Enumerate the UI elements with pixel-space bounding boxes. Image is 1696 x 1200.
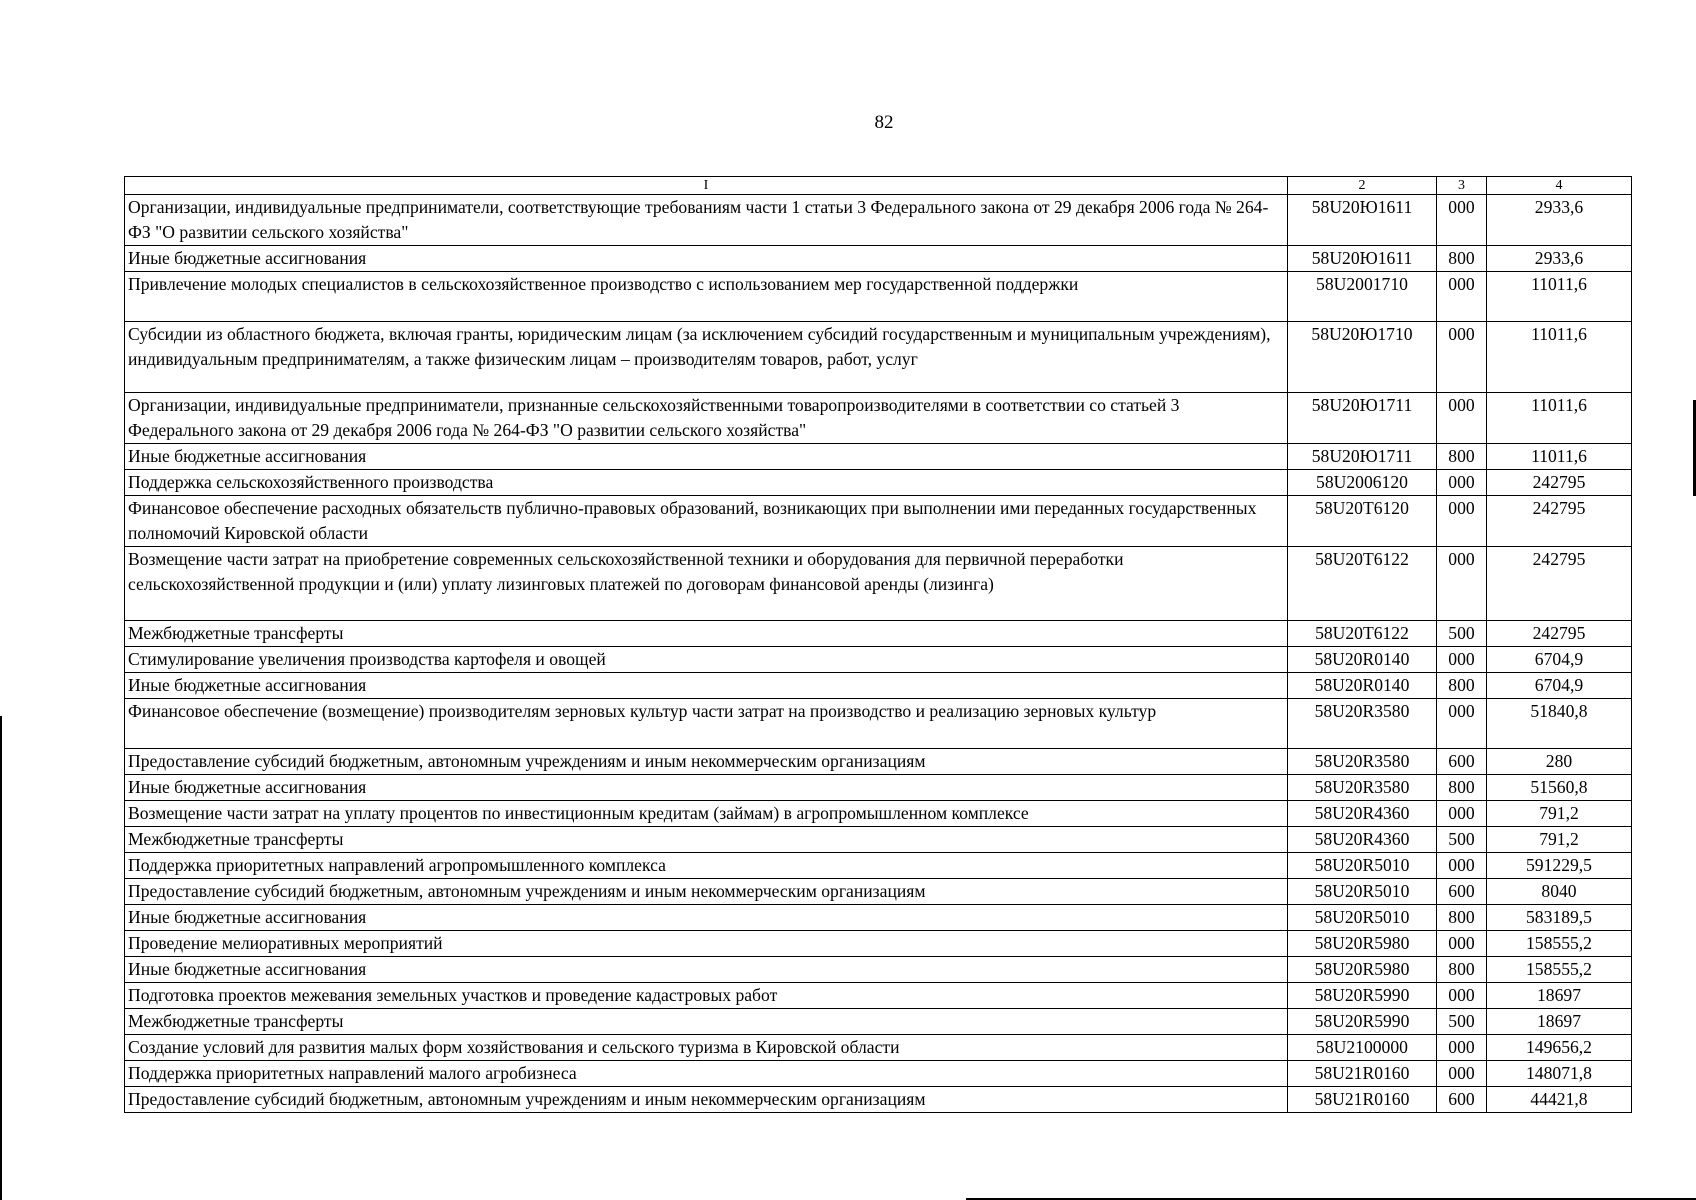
row-code-cell: 58U2001710: [1288, 272, 1437, 322]
row-code-cell: 58U20Т6122: [1288, 621, 1437, 647]
row-name-cell: Межбюджетные трансферты: [125, 621, 1288, 647]
row-code-cell: 58U2006120: [1288, 470, 1437, 496]
row-name-cell: Поддержка приоритетных направлений малого агробизнеса: [125, 1061, 1288, 1087]
table-row: [125, 496, 1632, 547]
table-row: [125, 246, 1632, 272]
row-code-cell: 58U20Т6122: [1288, 547, 1437, 621]
row-name-cell: Организации, индивидуальные предприниматели, признанные сельскохозяйственными товаропроизводителями в соответствии со статьей 3 Федерального закона от 29 декабря 2006 года № 264-ФЗ "О развитии сельского хозяйства": [125, 393, 1288, 444]
row-type-cell: 000: [1437, 195, 1487, 246]
row-code-cell: 58U20Ю1611: [1288, 195, 1437, 246]
row-name-cell: Иные бюджетные ассигнования: [125, 246, 1288, 272]
row-amount-cell: 242795: [1487, 547, 1632, 621]
row-type-cell: 800: [1437, 775, 1487, 801]
table-row: [125, 621, 1632, 647]
table-row: [125, 931, 1632, 957]
row-amount-cell: 791,2: [1487, 801, 1632, 827]
row-code-cell: 58U20R5980: [1288, 931, 1437, 957]
table-row: [125, 775, 1632, 801]
table-row: [125, 272, 1632, 322]
table-row: [125, 1087, 1632, 1113]
scan-edge-left: [0, 716, 2, 1200]
row-amount-cell: 11011,6: [1487, 322, 1632, 393]
row-amount-cell: 148071,8: [1487, 1061, 1632, 1087]
column-header-1: I: [125, 177, 1288, 195]
table-row: [125, 801, 1632, 827]
row-amount-cell: 149656,2: [1487, 1035, 1632, 1061]
table-row: [125, 1035, 1632, 1061]
row-amount-cell: 51840,8: [1487, 699, 1632, 749]
row-amount-cell: 158555,2: [1487, 957, 1632, 983]
row-code-cell: 58U20Ю1711: [1288, 444, 1437, 470]
row-name-cell: Иные бюджетные ассигнования: [125, 444, 1288, 470]
row-type-cell: 000: [1437, 931, 1487, 957]
row-name-cell: Предоставление субсидий бюджетным, автономным учреждениям и иным некоммерческим организациям: [125, 1087, 1288, 1113]
row-type-cell: 000: [1437, 470, 1487, 496]
row-code-cell: 58U20R3580: [1288, 775, 1437, 801]
row-type-cell: 000: [1437, 547, 1487, 621]
row-type-cell: 800: [1437, 444, 1487, 470]
row-code-cell: 58U20R0140: [1288, 673, 1437, 699]
row-code-cell: 58U21R0160: [1288, 1061, 1437, 1087]
column-header-4: 4: [1487, 177, 1632, 195]
row-name-cell: Предоставление субсидий бюджетным, автономным учреждениям и иным некоммерческим организациям: [125, 749, 1288, 775]
table-row: [125, 1009, 1632, 1035]
row-amount-cell: 51560,8: [1487, 775, 1632, 801]
row-name-cell: Субсидии из областного бюджета, включая гранты, юридическим лицам (за исключением субсидий государственным и муниципальным учреждениям), индивидуальным предпринимателям, а также физическим лицам – производителям товаров, работ, услуг: [125, 322, 1288, 393]
table-row: [125, 905, 1632, 931]
row-name-cell: Иные бюджетные ассигнования: [125, 905, 1288, 931]
row-code-cell: 58U20R3580: [1288, 749, 1437, 775]
row-amount-cell: 8040: [1487, 879, 1632, 905]
page-number: 82: [874, 112, 894, 133]
table-row: [125, 195, 1632, 246]
table-row: [125, 393, 1632, 444]
row-code-cell: 58U20R5990: [1288, 1009, 1437, 1035]
row-type-cell: 600: [1437, 749, 1487, 775]
row-amount-cell: 591229,5: [1487, 853, 1632, 879]
row-type-cell: 000: [1437, 272, 1487, 322]
row-code-cell: 58U20R3580: [1288, 699, 1437, 749]
row-name-cell: Предоставление субсидий бюджетным, автономным учреждениям и иным некоммерческим организациям: [125, 879, 1288, 905]
row-name-cell: Поддержка приоритетных направлений агропромышленного комплекса: [125, 853, 1288, 879]
row-code-cell: 58U2100000: [1288, 1035, 1437, 1061]
row-type-cell: 500: [1437, 1009, 1487, 1035]
row-name-cell: Возмещение части затрат на приобретение современных сельскохозяйственной техники и оборудования для первичной переработки сельскохозяйственной продукции и (или) уплату лизинговых платежей по договорам финансовой аренды (лизинга): [125, 547, 1288, 621]
row-amount-cell: 2933,6: [1487, 246, 1632, 272]
table-row: [125, 957, 1632, 983]
row-name-cell: Организации, индивидуальные предприниматели, соответствующие требованиям части 1 статьи 3 Федерального закона от 29 декабря 2006 года № 264-ФЗ "О развитии сельского хозяйства": [125, 195, 1288, 246]
table-row: [125, 699, 1632, 749]
row-name-cell: Стимулирование увеличения производства картофеля и овощей: [125, 647, 1288, 673]
table-row: [125, 322, 1632, 393]
row-name-cell: Финансовое обеспечение расходных обязательств публично-правовых образований, возникающих при выполнении ими переданных государственных полномочий Кировской области: [125, 496, 1288, 547]
row-amount-cell: 11011,6: [1487, 393, 1632, 444]
row-amount-cell: 11011,6: [1487, 444, 1632, 470]
row-amount-cell: 18697: [1487, 1009, 1632, 1035]
table-row: [125, 673, 1632, 699]
table-row: [125, 879, 1632, 905]
row-code-cell: 58U20R4360: [1288, 801, 1437, 827]
row-code-cell: 58U20Ю1710: [1288, 322, 1437, 393]
row-type-cell: 000: [1437, 983, 1487, 1009]
row-code-cell: 58U20R5990: [1288, 983, 1437, 1009]
row-code-cell: 58U20Т6120: [1288, 496, 1437, 547]
row-type-cell: 000: [1437, 801, 1487, 827]
row-amount-cell: 6704,9: [1487, 673, 1632, 699]
row-type-cell: 800: [1437, 246, 1487, 272]
row-amount-cell: 158555,2: [1487, 931, 1632, 957]
row-amount-cell: 242795: [1487, 496, 1632, 547]
row-code-cell: 58U21R0160: [1288, 1087, 1437, 1113]
row-name-cell: Создание условий для развития малых форм хозяйствования и сельского туризма в Кировской области: [125, 1035, 1288, 1061]
table-row: [125, 749, 1632, 775]
budget-table: [124, 176, 1632, 1113]
row-type-cell: 600: [1437, 879, 1487, 905]
table-row: [125, 983, 1632, 1009]
row-name-cell: Иные бюджетные ассигнования: [125, 775, 1288, 801]
row-type-cell: 800: [1437, 957, 1487, 983]
row-type-cell: 000: [1437, 496, 1487, 547]
row-type-cell: 800: [1437, 905, 1487, 931]
row-code-cell: 58U20R5980: [1288, 957, 1437, 983]
table-row: [125, 647, 1632, 673]
row-name-cell: Межбюджетные трансферты: [125, 1009, 1288, 1035]
row-code-cell: 58U20R4360: [1288, 827, 1437, 853]
column-header-2: 2: [1288, 177, 1437, 195]
row-amount-cell: 11011,6: [1487, 272, 1632, 322]
row-code-cell: 58U20R5010: [1288, 853, 1437, 879]
row-name-cell: Иные бюджетные ассигнования: [125, 957, 1288, 983]
column-header-3: 3: [1437, 177, 1487, 195]
table-header-row: [125, 177, 1632, 195]
row-amount-cell: 280: [1487, 749, 1632, 775]
row-type-cell: 000: [1437, 647, 1487, 673]
row-code-cell: 58U20Ю1711: [1288, 393, 1437, 444]
row-name-cell: Поддержка сельскохозяйственного производства: [125, 470, 1288, 496]
row-amount-cell: 44421,8: [1487, 1087, 1632, 1113]
table-row: [125, 470, 1632, 496]
table-row: [125, 827, 1632, 853]
table-row: [125, 444, 1632, 470]
row-name-cell: Иные бюджетные ассигнования: [125, 673, 1288, 699]
row-amount-cell: 583189,5: [1487, 905, 1632, 931]
table-row: [125, 853, 1632, 879]
row-type-cell: 500: [1437, 827, 1487, 853]
table-body: [125, 195, 1632, 1113]
row-amount-cell: 18697: [1487, 983, 1632, 1009]
row-amount-cell: 2933,6: [1487, 195, 1632, 246]
row-type-cell: 000: [1437, 853, 1487, 879]
row-amount-cell: 242795: [1487, 470, 1632, 496]
row-code-cell: 58U20R5010: [1288, 905, 1437, 931]
row-amount-cell: 6704,9: [1487, 647, 1632, 673]
row-name-cell: Финансовое обеспечение (возмещение) производителям зерновых культур части затрат на производство и реализацию зерновых культур: [125, 699, 1288, 749]
table-row: [125, 1061, 1632, 1087]
row-type-cell: 000: [1437, 1035, 1487, 1061]
row-type-cell: 500: [1437, 621, 1487, 647]
row-type-cell: 000: [1437, 393, 1487, 444]
row-amount-cell: 242795: [1487, 621, 1632, 647]
row-type-cell: 600: [1437, 1087, 1487, 1113]
row-code-cell: 58U20R5010: [1288, 879, 1437, 905]
table-row: [125, 547, 1632, 621]
row-name-cell: Возмещение части затрат на уплату процентов по инвестиционным кредитам (займам) в агропромышленном комплексе: [125, 801, 1288, 827]
row-type-cell: 000: [1437, 1061, 1487, 1087]
row-code-cell: 58U20Ю1611: [1288, 246, 1437, 272]
row-name-cell: Межбюджетные трансферты: [125, 827, 1288, 853]
row-name-cell: Проведение мелиоративных мероприятий: [125, 931, 1288, 957]
row-name-cell: Привлечение молодых специалистов в сельскохозяйственное производство с использованием мер государственной поддержки: [125, 272, 1288, 322]
row-type-cell: 800: [1437, 673, 1487, 699]
row-type-cell: 000: [1437, 699, 1487, 749]
row-name-cell: Подготовка проектов межевания земельных участков и проведение кадастровых работ: [125, 983, 1288, 1009]
row-code-cell: 58U20R0140: [1288, 647, 1437, 673]
row-type-cell: 000: [1437, 322, 1487, 393]
row-amount-cell: 791,2: [1487, 827, 1632, 853]
